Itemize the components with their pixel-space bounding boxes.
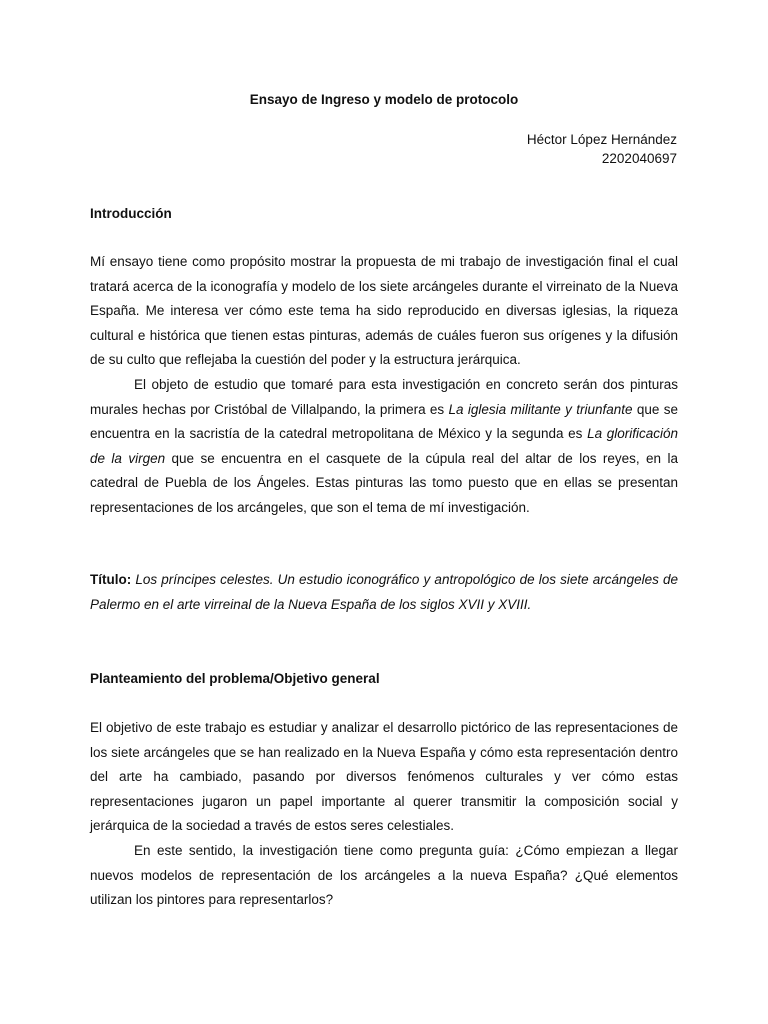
intro-heading: Introducción [90,206,172,221]
document-title: Ensayo de Ingreso y modelo de protocolo [249,92,519,107]
intro-paragraph-1: Mí ensayo tiene como propósito mostrar la propuesta de mi trabajo de investigación final el cual tratará acerca de la iconografía y modelo de los siete arcángeles durante el virreinato de la Nueva España. Me interesa ver cómo este tema ha sido reproducido en diversas iglesias, la riqueza cultural e histórica que tienen estas pinturas, además de cuáles fueron sus orígenes y la difusión de su culto que reflejaba la cuestión del poder y la estructura jerárquica. [90,254,678,367]
titulo-text: Los príncipes celestes. Un estudio iconográfico y antropológico de los siete arcángeles de Palermo en el arte virreinal de la Nueva España de los siglos XVII y XVIII. [90,572,678,612]
painting-title-2: La glorificación de la virgen [90,426,678,466]
titulo-label: Título: [90,572,132,587]
intro-paragraph-2 [90,373,678,520]
author-id: 2202040697 [601,151,677,166]
intro-p2-text-c: que se encuentra en el casquete de la cúpula real del altar de los reyes, en la catedral de Puebla de los Ángeles. Estas pinturas las tomo puesto que en ellas se presentan representaciones de los arcángeles, que son el tema de mí investigación. [90,450,678,515]
problema-paragraph-1: El objetivo de este trabajo es estudiar y analizar el desarrollo pictórico de las representaciones de los siete arcángeles que se han realizado en la Nueva España y cómo esta representación dentro del arte ha cambiado, pasando por diversos fenómenos culturales y ver cómo estas representaciones jugaron un papel importante al querer transmitir la composición social y jerárquica de la sociedad a través de estos seres celestiales. [90,720,678,833]
author-name: Héctor López Hernández [526,132,677,147]
intro-p2-text-a: El objeto de estudio que tomaré para esta investigación en concreto serán dos pinturas murales hechas por Cristóbal de Villalpando, la primera es [90,377,678,417]
painting-title-1: La iglesia militante y triunfante [448,401,633,417]
titulo-paragraph [90,568,678,617]
intro-p2-text-b: que se encuentra en la sacristía de la catedral metropolitana de México y la segunda es [90,401,678,441]
author-block [527,130,677,168]
problema-heading: Planteamiento del problema/Objetivo general [90,671,380,686]
problema-paragraph-2: En este sentido, la investigación tiene como pregunta guía: ¿Cómo empiezan a llegar nuevos modelos de representación de los arcángeles a la nueva España? ¿Qué elementos utilizan los pintores para representarlos? [90,843,678,907]
